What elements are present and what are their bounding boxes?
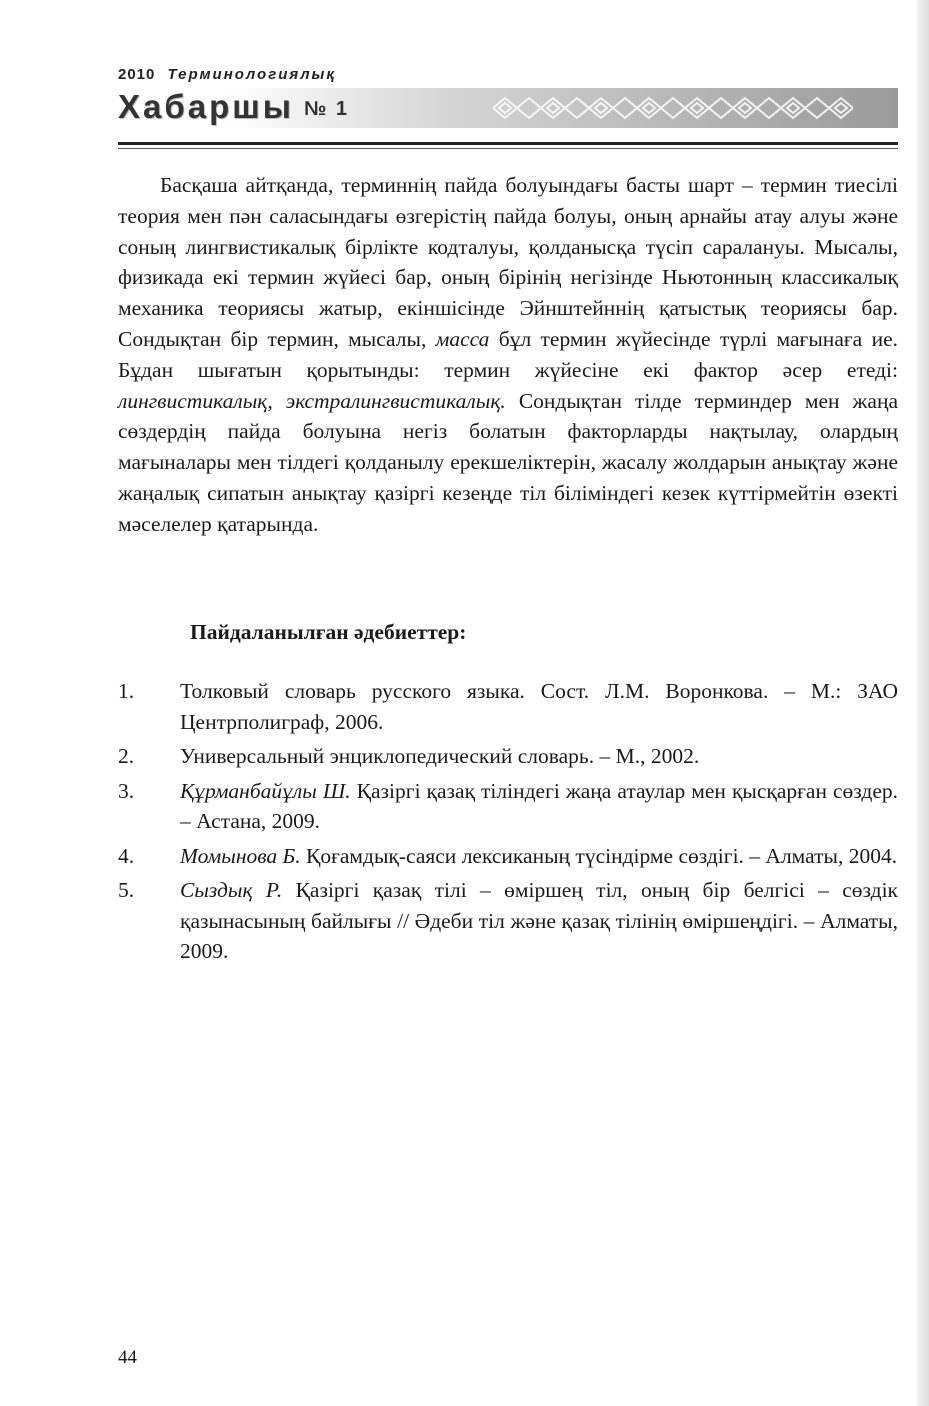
header-rule-thick [118,142,898,145]
reference-number: 4. [118,843,135,868]
reference-item [118,875,898,967]
reference-author: Сыздық Р. [180,878,283,902]
reference-number: 5. [118,878,135,902]
header-title: Хабаршы [118,88,294,125]
header-band [118,88,898,128]
reference-author: Момынова Б. [180,843,301,868]
body-text [118,170,898,540]
reference-text: Қазіргі қазақ тіліндегі жаңа атаулар мен қысқарған сөздер. – Астана, 2009. [180,778,898,833]
header-top-line [118,66,898,83]
paragraph-text: бұл термин жүйесінде түрлі мағынаға ие. Бұдан шығатын қорытынды: термин жүйесіне екі фактор әсер етеді: [118,326,898,382]
running-header [118,66,898,125]
reference-item [118,841,898,872]
references-list [118,676,898,971]
reference-item [118,776,898,837]
header-issue: № 1 [304,98,349,120]
emphasis-term: лингвистикалық, экстралингвистикалық. [118,388,506,413]
ornament-icon [493,92,853,124]
references-title: Пайдаланылған әдебиеттер: [190,620,467,644]
reference-author: Құрманбайұлы Ш. [180,778,351,803]
header-rule-thin [118,148,898,149]
reference-text: Қазіргі қазақ тілі – өміршең тіл, оның бір белгісі – сөздік қазынасының байлығы // Әдеби тіл және қазақ тілінің өміршеңдігі. – Алматы, 2009. [180,878,899,963]
reference-number: 2. [118,744,135,768]
reference-text: Толковый словарь русского языка. Сост. Л.М. Воронкова. – М.: ЗАО Центрполиграф, 2006. [180,679,898,734]
emphasis-term: масса [435,326,490,351]
reference-item [118,741,898,772]
reference-item [118,676,898,737]
paragraph [118,170,898,540]
reference-text: Қоғамдық-саяси лексиканың түсіндірме сөздігі. – Алматы, 2004. [300,843,898,868]
reference-number: 1. [118,679,135,703]
paragraph-text: Басқаша айтқанда, терминнің пайда болуындағы басты шарт – термин тиесілі теория мен пән саласындағы өзгерістің пайда болуы, оның арнайы атау алуы және соның лингвистикалық бірлікте кодталуы, қолданысқа түсіп саралануы. Мысалы, физикада екі термин жүйесі бар, оның бірінің негізінде Ньютонның классикалық механика теориясы жатыр, екіншісінде Эйнштейннің қатыстық теориясы бар. Сондықтан бір термин, мысалы, [118,173,898,351]
header-year: 2010 [118,66,156,83]
header-journal: Терминологиялық [167,66,336,83]
page-number: 44 [118,1347,137,1368]
paragraph-text: Сондықтан тілде терминдер мен жаңа сөздердің пайда болуына негіз болатын факторларды нақтылау, олардың мағыналары мен тілдегі қолданылу ерекшеліктерін, жасалу жолдарын анықтау және жаңалық сипатын анықтау қазіргі кезеңде тіл біліміндегі кезек күттірмейтін өзекті мәселелер қатарында. [118,388,899,536]
reference-text: Универсальный энциклопедический словарь. – М., 2002. [180,744,700,768]
page-edge [917,0,929,1406]
reference-number: 3. [118,778,135,803]
